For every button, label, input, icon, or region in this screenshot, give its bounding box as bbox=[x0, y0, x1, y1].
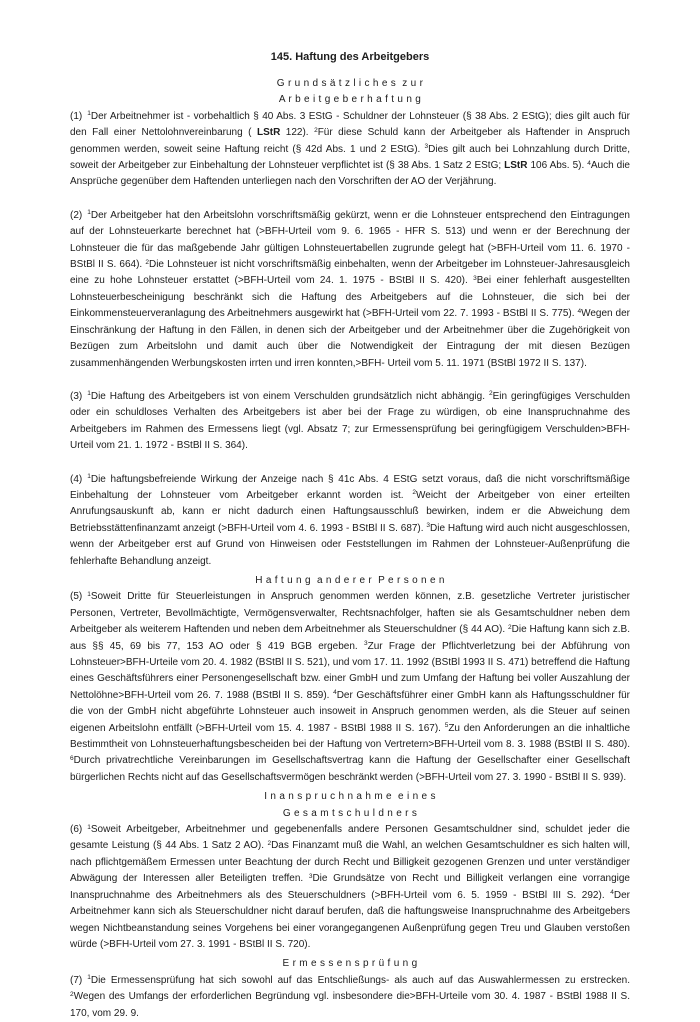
paragraph bbox=[70, 822, 630, 953]
sentence-number: 5 bbox=[444, 722, 449, 730]
text-run: Die haftungsbefreiende Wirkung der Anzeige nach § 41c Abs. 4 EStG setzt voraus, daß die nicht vorschriftsmäßige Einbehaltung der Lohnsteuer vom Arbeitgeber erkannt worden ist. bbox=[70, 473, 630, 501]
paragraph bbox=[70, 208, 630, 372]
sentence-number: 3 bbox=[363, 640, 368, 648]
paragraph bbox=[70, 589, 630, 786]
paragraph-number: (4) bbox=[70, 473, 83, 485]
text-run: Die Haftung wird auch nicht ausgeschlossen, wenn der Arbeitgeber erst auf Grund von Hinweisen oder Feststellungen im Rahmen der Lohnsteuer-Außenprüfung die fehlerhafte Behandlung anzeigt. bbox=[70, 522, 630, 567]
document-blocks bbox=[70, 76, 630, 1022]
text-run: Ein geringfügiges Verschulden oder ein schuldloses Verhalten des Arbeitgebers ist aber bei der Frage zu würdigen, ob eine Inanspruchnahme des Arbeitgebers im Rahmen des Ermessens liegt (vgl. Absatz 7; zur Ermessensprüfung bei geringfügigem Verschulden>BFH-Urteil vom 21. 1. 1972 - BStBl II S. 364). bbox=[70, 390, 631, 452]
text-run: Wegen der Einschränkung der Haftung in den Fällen, in denen sich der Arbeitgeber und der Arbeitnehmer über die Zugehörigkeit von Bezügen zum Arbeitslohn und damit auch über die Notwendigkeit der Eintragung der mit diesen Bezügen zusammenhängenden Werbungskosten irrten und irren konnten,>BFH- Urteil vom 5. 11. 1971 (BStBl 1972 II S. 137). bbox=[70, 308, 630, 369]
bold-reference: LStR bbox=[504, 160, 528, 172]
paragraph-number: (5) bbox=[70, 591, 83, 603]
paragraph-number: (1) bbox=[70, 110, 83, 122]
sentence-number: 2 bbox=[412, 489, 416, 497]
sentence-number: 2 bbox=[314, 126, 318, 134]
text-run: Weicht der Arbeitgeber von einer erteilten Anrufungsauskunft ab, kann er nicht dadurch einen Haftungsausschluß bewirken, indem er die Abweichung dem Betriebsstättenfinanzamt anzeigt (>BFH-Urteil vom 4. 6. 1993 - BStBl II S. 687). bbox=[70, 489, 630, 534]
paragraph bbox=[70, 109, 630, 191]
text-run: Wegen des Umfangs der erforderlichen Begründung vgl. insbesondere die>BFH-Urteile vom 30. 4. 1987 - BStBl 1988 II S. 170, vom 29. 9. bbox=[70, 991, 630, 1019]
text-run: Der Arbeitnehmer ist - vorbehaltlich § 40 Abs. 3 EStG - Schuldner der Lohnsteuer (§ 38 Abs. 2 EStG); dies gilt auch für den Fall einer Nettolohnvereinbarung ( bbox=[70, 110, 630, 139]
text-run: Auch die Ansprüche gegenüber dem Haftenden unterliegen nach den Vorschriften der AO der Verjährung. bbox=[70, 160, 630, 188]
sentence-number: 4 bbox=[587, 159, 591, 167]
sentence-number: 2 bbox=[488, 390, 493, 398]
section-heading: I n a n s p r u c h n a h m e e i n e s bbox=[264, 791, 436, 803]
text-run: Soweit Dritte für Steuerleistungen in Anspruch genommen werden können, z.B. gesetzliche Vertreter juristischer Personen, Vertreter, Bevollmächtigte, Vermögensverwalter, Rechtsnachfolger, haften sie als Gesamtschuldner neben dem Arbeitgeber als weiterem Haftenden und neben dem Arbeitnehmer als Steuerschuldner (§ 44 AO). bbox=[70, 591, 630, 636]
sentence-number: 1 bbox=[87, 110, 91, 118]
sentence-number: 6 bbox=[70, 754, 74, 762]
sentence-number: 3 bbox=[424, 143, 429, 151]
sentence-number: 2 bbox=[145, 258, 149, 266]
text-run: Die Lohnsteuer ist nicht vorschriftsmäßig einbehalten, wenn der Arbeitgeber im Lohnsteuer-Jahresausgleich eine zu hohe Lohnsteuer erstattet (>BFH-Urteil vom 24. 1. 1975 - BStBl II S. 420). bbox=[70, 259, 630, 287]
sentence-number: 2 bbox=[267, 839, 272, 847]
sentence-number: 2 bbox=[508, 623, 512, 631]
sentence-number: 4 bbox=[577, 307, 582, 315]
text-run: 122). bbox=[280, 127, 315, 139]
text-run: Dies gilt auch bei Lohnzahlung durch Dritte, soweit der Arbeitgeber zur Einbehaltung der Lohnsteuer verpflichtet ist (§ 38 Abs. 1 Satz 2 EStG; bbox=[70, 143, 630, 172]
section-heading: H a f t u n g a n d e r e r P e r s o n e n bbox=[255, 574, 445, 586]
paragraph-number: (2) bbox=[70, 209, 83, 221]
sentence-number: 1 bbox=[87, 473, 91, 481]
sentence-number: 1 bbox=[87, 209, 91, 217]
sentence-number: 3 bbox=[473, 274, 477, 282]
section-heading: G e s a m t s c h u l d n e r s bbox=[282, 807, 418, 819]
sentence-number: 1 bbox=[87, 590, 91, 598]
text-run: Der Geschäftsführer einer GmbH kann als Haftungsschuldner für die von der GmbH nicht abgeführte Lohnsteuer auch insoweit in Anspruch genommen werden, als die Steuer auf seinen eigenen Arbeitslohn entfällt (>BFH-Urteil vom 15. 4. 1987 - BStBl 1988 II S. 167). bbox=[70, 689, 630, 734]
section-heading: A r b e i t g e b e r h a f t u n g bbox=[278, 94, 422, 106]
text-run: Bei einer fehlerhaft ausgestellten Lohnsteuerbescheinigung beschränkt sich die Haftung des Arbeitgebers auf die Lohnsteuer, die sich bei der Einkommensteuerveranlagung des Arbeitnehmers ausgewirkt hat (>BFH-Urteil vom 22. 7. 1993 - BStBl II S. 775). bbox=[70, 275, 630, 320]
text-run: Die Haftung des Arbeitgebers ist von einem Verschulden grundsätzlich nicht abhängig. bbox=[90, 390, 489, 402]
sentence-number: 1 bbox=[87, 974, 91, 982]
text-run: Die Grundsätze von Recht und Billigkeit verlangen eine vorrangige Inanspruchnahme des Arbeitnehmers als des Steuerschuldners (>BFH-Urteil vom 6. 5. 1959 - BStBl III S. 292). bbox=[70, 873, 630, 901]
text-run: Für diese Schuld kann der Arbeitgeber als Haftender in Anspruch genommen werden, soweit seine Haftung reicht (§ 42d Abs. 1 und 2 EStG). bbox=[70, 127, 630, 155]
text-run: 106 Abs. 5). bbox=[527, 160, 588, 172]
paragraph bbox=[70, 472, 630, 570]
sentence-number: 3 bbox=[426, 522, 431, 530]
bold-reference: LStR bbox=[256, 127, 281, 139]
text-run: Durch privatrechtliche Vereinbarungen im Gesellschaftsvertrag kann die Haftung der Gesellschafter einer Gesellschaft bürgerlichen Rechts nicht auf das Gesellschaftsvermögen beschränkt werden (>BFH-Urteil vom 27. 3. 1990 - BStBl II S. 939). bbox=[70, 755, 630, 783]
text-run: Soweit Arbeitgeber, Arbeitnehmer und gegebenenfalls andere Personen Gesamtschuldner sind, schuldet jeder die gesamte Leistung (§ 44 Abs. 1 Satz 2 AO). bbox=[70, 824, 630, 852]
page-title: 145. Haftung des Arbeitgebers bbox=[270, 51, 430, 63]
text-run: Zu den Anforderungen an die inhaltliche Bestimmtheit von Lohnsteuerhaftungsbescheiden bei der Haftung von Vertretern>BFH-Urteil vom 8. 3. 1988 (BStBl II S. 480). bbox=[70, 722, 631, 751]
paragraph bbox=[70, 389, 630, 455]
sentence-number: 4 bbox=[333, 689, 337, 697]
text-run: Das Finanzamt muß die Wahl, an welchen Gesamtschuldner es sich halten will, nach pflichtgemäßem Ermessen unter Beachtung der durch Recht und Billigkeit gezogenen Grenzen und unter verständiger Abwägung der Interessen aller Beteiligten treffen. bbox=[70, 840, 630, 885]
paragraph-number: (3) bbox=[70, 390, 83, 402]
sentence-number: 1 bbox=[87, 823, 91, 831]
paragraph-number: (6) bbox=[70, 824, 83, 836]
text-run: Der Arbeitgeber hat den Arbeitslohn vorschriftsmäßig gekürzt, wenn er die Lohnsteuer entsprechend den Eintragungen auf der Lohnsteuerkarte berechnet hat (>BFH-Urteil vom 9. 6. 1965 - HFR S. 513) und wenn er der Berechnung der Lohnsteuer die für das maßgebende Jahr gültigen Lohnsteuertabellen zugrunde gelegt hat (>BFH-Urteil vom 11. 6. 1970 - BStBl II S. 664). bbox=[70, 209, 630, 271]
sentence-number: 4 bbox=[610, 889, 614, 897]
text-run: Die Ermessensprüfung hat sich sowohl auf das Entschließungs- als auch auf das Auswahlermessen zu erstrecken. bbox=[90, 974, 630, 986]
text-run: Der Arbeitnehmer kann sich als Steuerschuldner nicht darauf berufen, daß die haftungsweise Inanspruchnahme des Arbeitgebers wegen Nichtbeanstandung seines Vorgehens bei einer vorangegangenen Außenprüfung gegen Treu und Glauben verstoßen würde (>BFH-Urteil vom 27. 3. 1991 - BStBl II S. 720). bbox=[70, 889, 630, 950]
sentence-number: 1 bbox=[87, 390, 91, 398]
text-run: Die Haftung kann sich z.B. aus §§ 45, 69 bis 77, 153 AO oder § 419 BGB ergeben. bbox=[70, 624, 630, 652]
section-heading: G r u n d s ä t z l i c h e s z u r bbox=[276, 78, 424, 89]
section-heading: E r m e s s e n s p r ü f u n g bbox=[282, 958, 418, 970]
sentence-number: 2 bbox=[70, 990, 74, 998]
text-run: Zur Frage der Pflichtverletzung bei der Abführung von Lohnsteuer>BFH-Urteile vom 20. 4. 1982 (BStBl II S. 521), und vom 17. 11. 1992 (BStBl 1993 II S. 471) betreffend die Haftung eines Geschäftsführers einer Personengesellschaft bzw. einer GmbH und zum Umfang der Haftung bei voller Auszahlung der Nettolöhne>BFH-Urteil vom 26. 7. 1988 (BStBl II S. 859). bbox=[70, 640, 630, 701]
paragraph bbox=[70, 973, 630, 1022]
sentence-number: 3 bbox=[308, 872, 313, 880]
paragraph-number: (7) bbox=[70, 974, 83, 986]
